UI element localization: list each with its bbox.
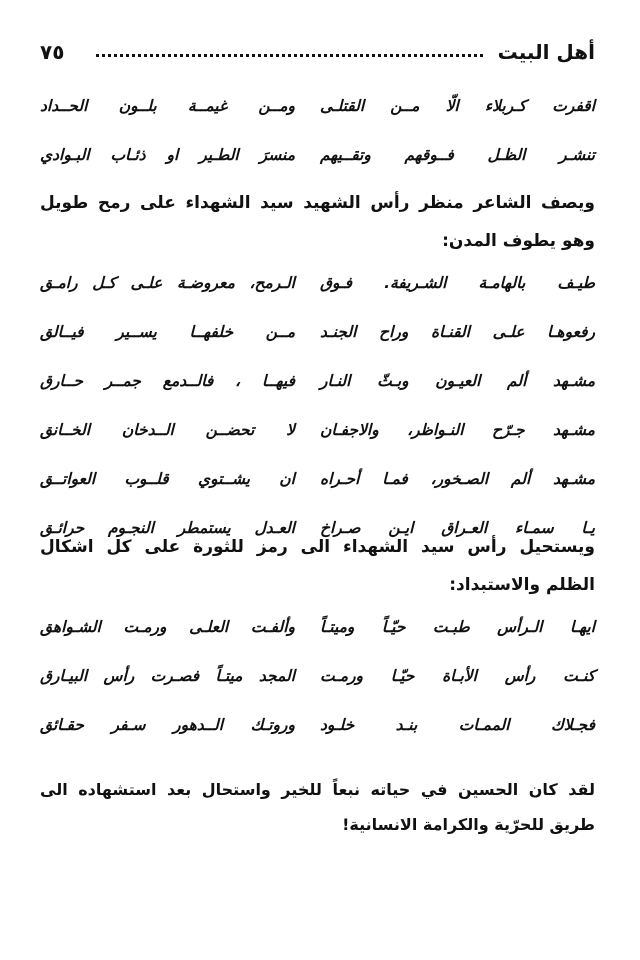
second-hemistich: مــن خلفهــا يســير فيــالق	[40, 323, 295, 341]
verse	[40, 663, 595, 712]
first-hemistich: مشـهد ألم الصـخور، فمـا أحـراه	[320, 470, 595, 488]
first-hemistich: طيـف بالهامـة الشـريفة. فـوق	[320, 274, 595, 292]
page-header	[40, 38, 595, 66]
intro-paragraph-head	[40, 184, 595, 260]
first-hemistich: ايهـا الـرأس طبـت حيّـاً وميتـاً	[320, 618, 595, 636]
first-hemistich: رفعوهـا علـى القنـاة وراح الجنـد	[320, 323, 595, 341]
second-hemistich: الـرمح، معروضـة علـى كـل رامـق	[40, 274, 295, 292]
poem-karbala	[40, 93, 595, 191]
verse	[40, 319, 595, 368]
page-number: ٧٥	[40, 40, 65, 64]
first-hemistich: مشـهد جـرّح النـواظر، والاجفـان	[320, 421, 595, 439]
paragraph-line: الظلم والاستبداد:	[449, 575, 595, 595]
paragraph-line: ويستحيل رأس سيد الشهداء الى رمز للثورة على كل اشكال	[40, 537, 595, 557]
verse	[40, 466, 595, 515]
paragraph-line: وهو يطوف المدن:	[442, 231, 595, 251]
poem-head-on-spear	[40, 270, 595, 564]
second-hemistich: المجد ميتـاً فصـرت رأس البيـارق	[40, 667, 295, 685]
verse	[40, 614, 595, 663]
second-hemistich: ان يشــتوي قلــوب العواتــق	[40, 470, 295, 488]
first-hemistich: كنـت رأس الأبـاة حيّـا ورمـت	[320, 667, 595, 685]
second-hemistich: العـدل يستمطر النجـوم حرائـق	[40, 519, 295, 537]
first-hemistich: فجـلاك الممـات بنـد خلـود	[320, 716, 595, 734]
paragraph-line: طريق للحرّية والكرامة الانسانية!	[342, 815, 595, 834]
first-hemistich: اقفرت كـربلاء الّا مــن القتلـى	[320, 97, 595, 115]
running-title: أهل البيت	[497, 40, 595, 64]
verse	[40, 368, 595, 417]
first-hemistich: يـا سمـاء العـراق ايـن صـراخ	[320, 519, 595, 537]
paragraph-line: لقد كان الحسين في حياته نبعاً للخير واستحال بعد استشهاده الى	[40, 780, 595, 799]
first-hemistich: تنشـر الظـل فــوقهم وتقــيهم	[320, 146, 595, 164]
verse	[40, 417, 595, 466]
first-hemistich: مشـهد ألم العيـون وبـثّ النـار	[320, 372, 595, 390]
verse	[40, 712, 595, 761]
second-hemistich: لا تحضــن الــدخان الخــانق	[40, 421, 295, 439]
second-hemistich: وألفـت العلـى ورمـت الشـواهق	[40, 618, 295, 636]
poem-o-head	[40, 614, 595, 761]
intro-paragraph-symbol	[40, 528, 595, 604]
verse	[40, 270, 595, 319]
leader-dots	[96, 54, 483, 57]
second-hemistich: منسرَ الطـير او ذئـاب البـوادي	[40, 146, 295, 164]
paragraph-line: ويصف الشاعر منظر رأس الشهيد سيد الشهداء على رمح طويل	[40, 193, 595, 213]
second-hemistich: ومــن غيمــة بلــون الحــداد	[40, 97, 295, 115]
verse	[40, 93, 595, 142]
closing-paragraph	[40, 772, 595, 842]
second-hemistich: فيهــا ، فالــدمع جمــر حــارق	[40, 372, 295, 390]
second-hemistich: وروتـك الــدهور سـفر حقـائق	[40, 716, 295, 734]
